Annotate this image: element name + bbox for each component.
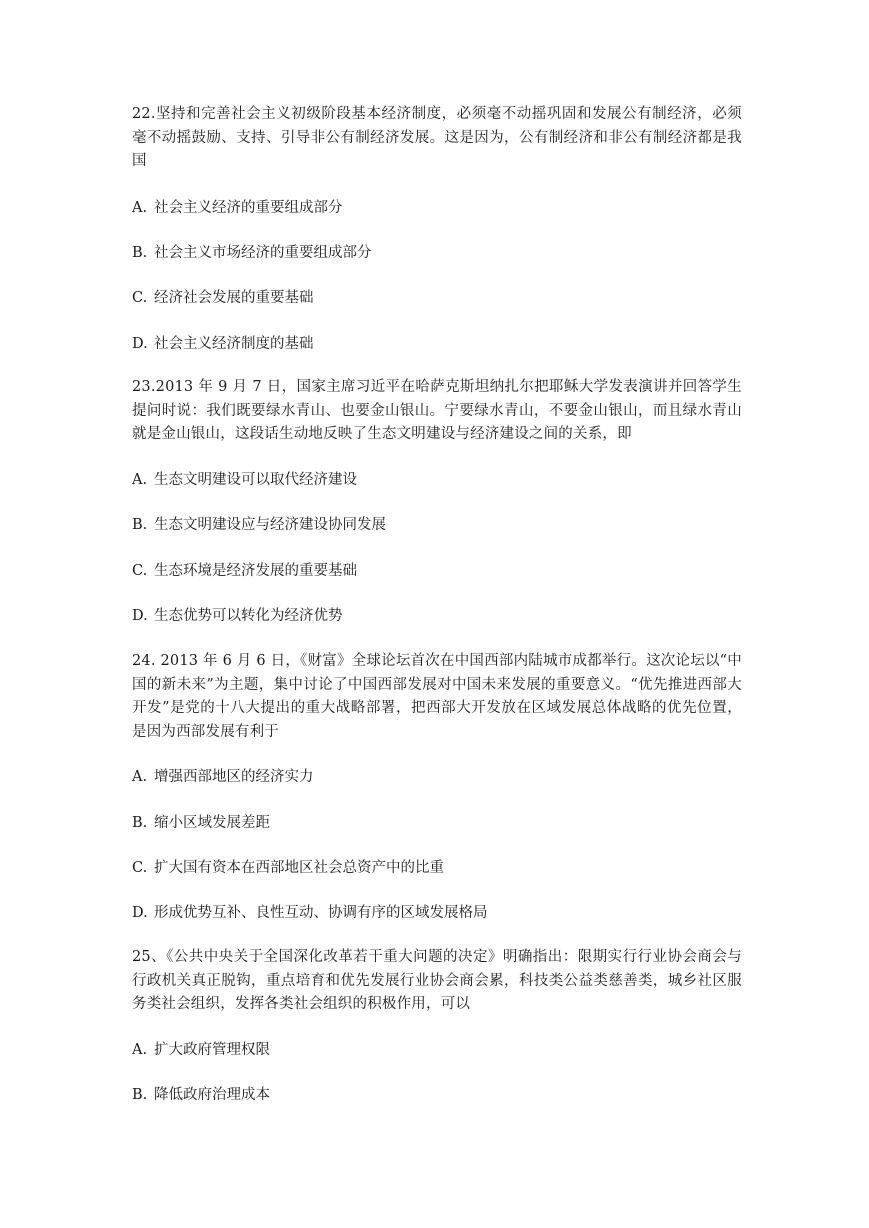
question-22: [132, 103, 742, 352]
question-stem: 24. 2013 年 6 月 6 日，《财富》全球论坛首次在中国西部内陆城市成都举行。这次论坛以“中国的新未来”为主题，集中讨论了中国西部发展对中国未来发展的重要意义。“优先推进西部大开发”是党的十八大提出的重大战略部署，把西部大开发放在区域发展总体战略的优先位置，是因为西部发展有利于: [132, 653, 742, 740]
question-stem: 23.2013 年 9 月 7 日，国家主席习近平在哈萨克斯坦纳扎尔把耶稣大学发表演讲并回答学生提问时说：我们既要绿水青山、也要金山银山。宁要绿水青山，不要金山银山，而且绿水青山就是金山银山，这段话生动地反映了生态文明建设与经济建设之间的关系，即: [132, 379, 742, 442]
option-text: 扩大国有资本在西部地区社会总资产中的比重: [154, 860, 444, 876]
option-text: 社会主义经济的重要组成部分: [154, 200, 343, 216]
option-b: [132, 1085, 270, 1105]
option-text: 生态环境是经济发展的重要基础: [154, 563, 357, 579]
option-b: [132, 515, 386, 535]
option-letter: B.: [132, 517, 148, 533]
option-letter: C.: [132, 860, 148, 876]
question-25: [132, 946, 742, 1103]
option-a: [132, 470, 357, 490]
option-letter: D.: [132, 905, 148, 921]
option-text: 生态优势可以转化为经济优势: [154, 608, 343, 624]
question-stem: 22.坚持和完善社会主义初级阶段基本经济制度，必须毫不动摇巩固和发展公有制经济，必须毫不动摇鼓励、支持、引导非公有制经济发展。这是因为，公有制经济和非公有制经济都是我国: [132, 106, 742, 169]
question-23: [132, 376, 742, 624]
option-c: [132, 561, 357, 581]
option-text: 增强西部地区的经济实力: [154, 769, 314, 785]
option-a: [132, 1040, 270, 1060]
option-letter: A.: [132, 200, 148, 216]
option-text: 降低政府治理成本: [154, 1087, 270, 1103]
option-letter: C.: [132, 563, 148, 579]
option-letter: C.: [132, 290, 148, 306]
option-text: 生态文明建设可以取代经济建设: [154, 472, 357, 488]
option-text: 社会主义经济制度的基础: [154, 336, 314, 352]
option-text: 社会主义市场经济的重要组成部分: [154, 245, 372, 261]
option-letter: A.: [132, 1042, 148, 1058]
option-c: [132, 858, 444, 878]
option-d: [132, 606, 343, 626]
option-c: [132, 288, 314, 308]
option-text: 缩小区域发展差距: [154, 815, 270, 831]
option-letter: D.: [132, 336, 148, 352]
option-a: [132, 767, 314, 787]
option-b: [132, 243, 372, 263]
option-a: [132, 198, 343, 218]
option-b: [132, 813, 270, 833]
option-letter: B.: [132, 1087, 148, 1103]
question-24: [132, 650, 742, 921]
option-letter: B.: [132, 815, 148, 831]
option-d: [132, 334, 314, 354]
option-letter: A.: [132, 769, 148, 785]
option-letter: A.: [132, 472, 148, 488]
option-text: 生态文明建设应与经济建设协同发展: [154, 517, 386, 533]
option-d: [132, 903, 488, 923]
question-stem: 25、《公共中央关于全国深化改革若干重大问题的决定》明确指出：限期实行行业协会商会与行政机关真正脱钩，重点培育和优先发展行业协会商会累，科技类公益类慈善类，城乡社区服务类社会组织，发挥各类社会组织的积极作用，可以: [132, 949, 742, 1012]
option-text: 经济社会发展的重要基础: [154, 290, 314, 306]
option-letter: D.: [132, 608, 148, 624]
option-text: 扩大政府管理权限: [154, 1042, 270, 1058]
option-letter: B.: [132, 245, 148, 261]
option-text: 形成优势互补、良性互动、协调有序的区域发展格局: [154, 905, 488, 921]
